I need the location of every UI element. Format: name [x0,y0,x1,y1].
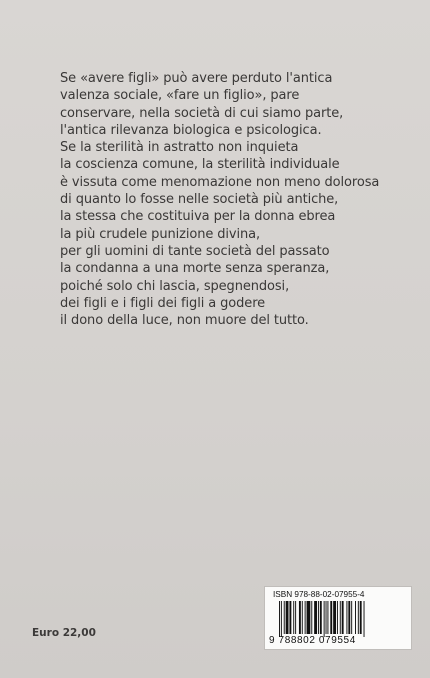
barcode-bar [360,601,362,634]
barcode-bar [305,601,306,634]
barcode-bar [284,601,285,634]
blurb-line: l'antica rilevanza biologica e psicologica. [60,122,322,138]
barcode-bar [286,601,289,634]
barcode-bar [355,601,356,634]
barcode-bar [351,601,352,634]
barcode-bar [326,601,327,634]
blurb-line: è vissuta come menomazione non meno dolorosa [60,174,380,190]
barcode-bar [295,601,296,634]
price-label: Euro 22,00 [32,627,96,639]
blurb-line: la coscienza comune, la sterilità individuale [60,157,340,173]
blurb-line: la stessa che costituiva per la donna ebrea [60,209,336,225]
barcode-bar [346,601,347,634]
blurb-text [60,70,390,329]
barcode-bar [307,601,311,634]
blurb-line: dei figli e i figli dei figli a godere [60,295,266,311]
barcode-bar [281,601,282,637]
barcode-bar [302,601,303,634]
barcode-bar [299,601,301,634]
barcode-bar [327,601,328,634]
barcode-bar [318,601,319,634]
barcode-bar [340,601,341,634]
barcode-bar [289,601,291,634]
barcode-bar [293,601,294,634]
blurb-line: Se «avere figli» può avere perduto l'antica [60,71,333,86]
barcode-bar [342,601,344,634]
barcode-bar [279,601,280,637]
barcode-bar [348,601,350,634]
blurb-line: valenza sociale, «fare un figlio», pare [60,88,300,104]
barcode-bar [314,601,317,634]
barcode-bar [358,601,359,634]
isbn-label: ISBN 978-88-02-07955-4 [273,590,365,599]
blurb-line: il dono della luce, non muore del tutto. [60,313,309,329]
barcode-bar [320,601,322,634]
isbn-barcode [264,586,412,650]
blurb-line: di quanto lo fosse nelle società più antiche, [60,192,339,208]
blurb-line: conservare, nella società di cui siamo parte, [60,105,344,121]
blurb-line: la condanna a una morte senza speranza, [60,261,330,277]
barcode-bar [330,601,332,634]
blurb-line: la più crudele punizione divina, [60,226,261,242]
barcode-bar [333,601,336,634]
blurb-line: poiché solo chi lascia, spegnendosi, [60,278,290,294]
barcode-bar [311,601,312,634]
blurb-line: Se la sterilità in astratto non inquieta [60,140,299,156]
barcode-bar [364,601,365,637]
blurb-line: per gli uomini di tante società del passato [60,243,330,259]
barcode-bar [324,601,325,637]
barcode-bar [337,601,338,634]
barcode-digits: 9 788802 079554 [269,635,356,646]
